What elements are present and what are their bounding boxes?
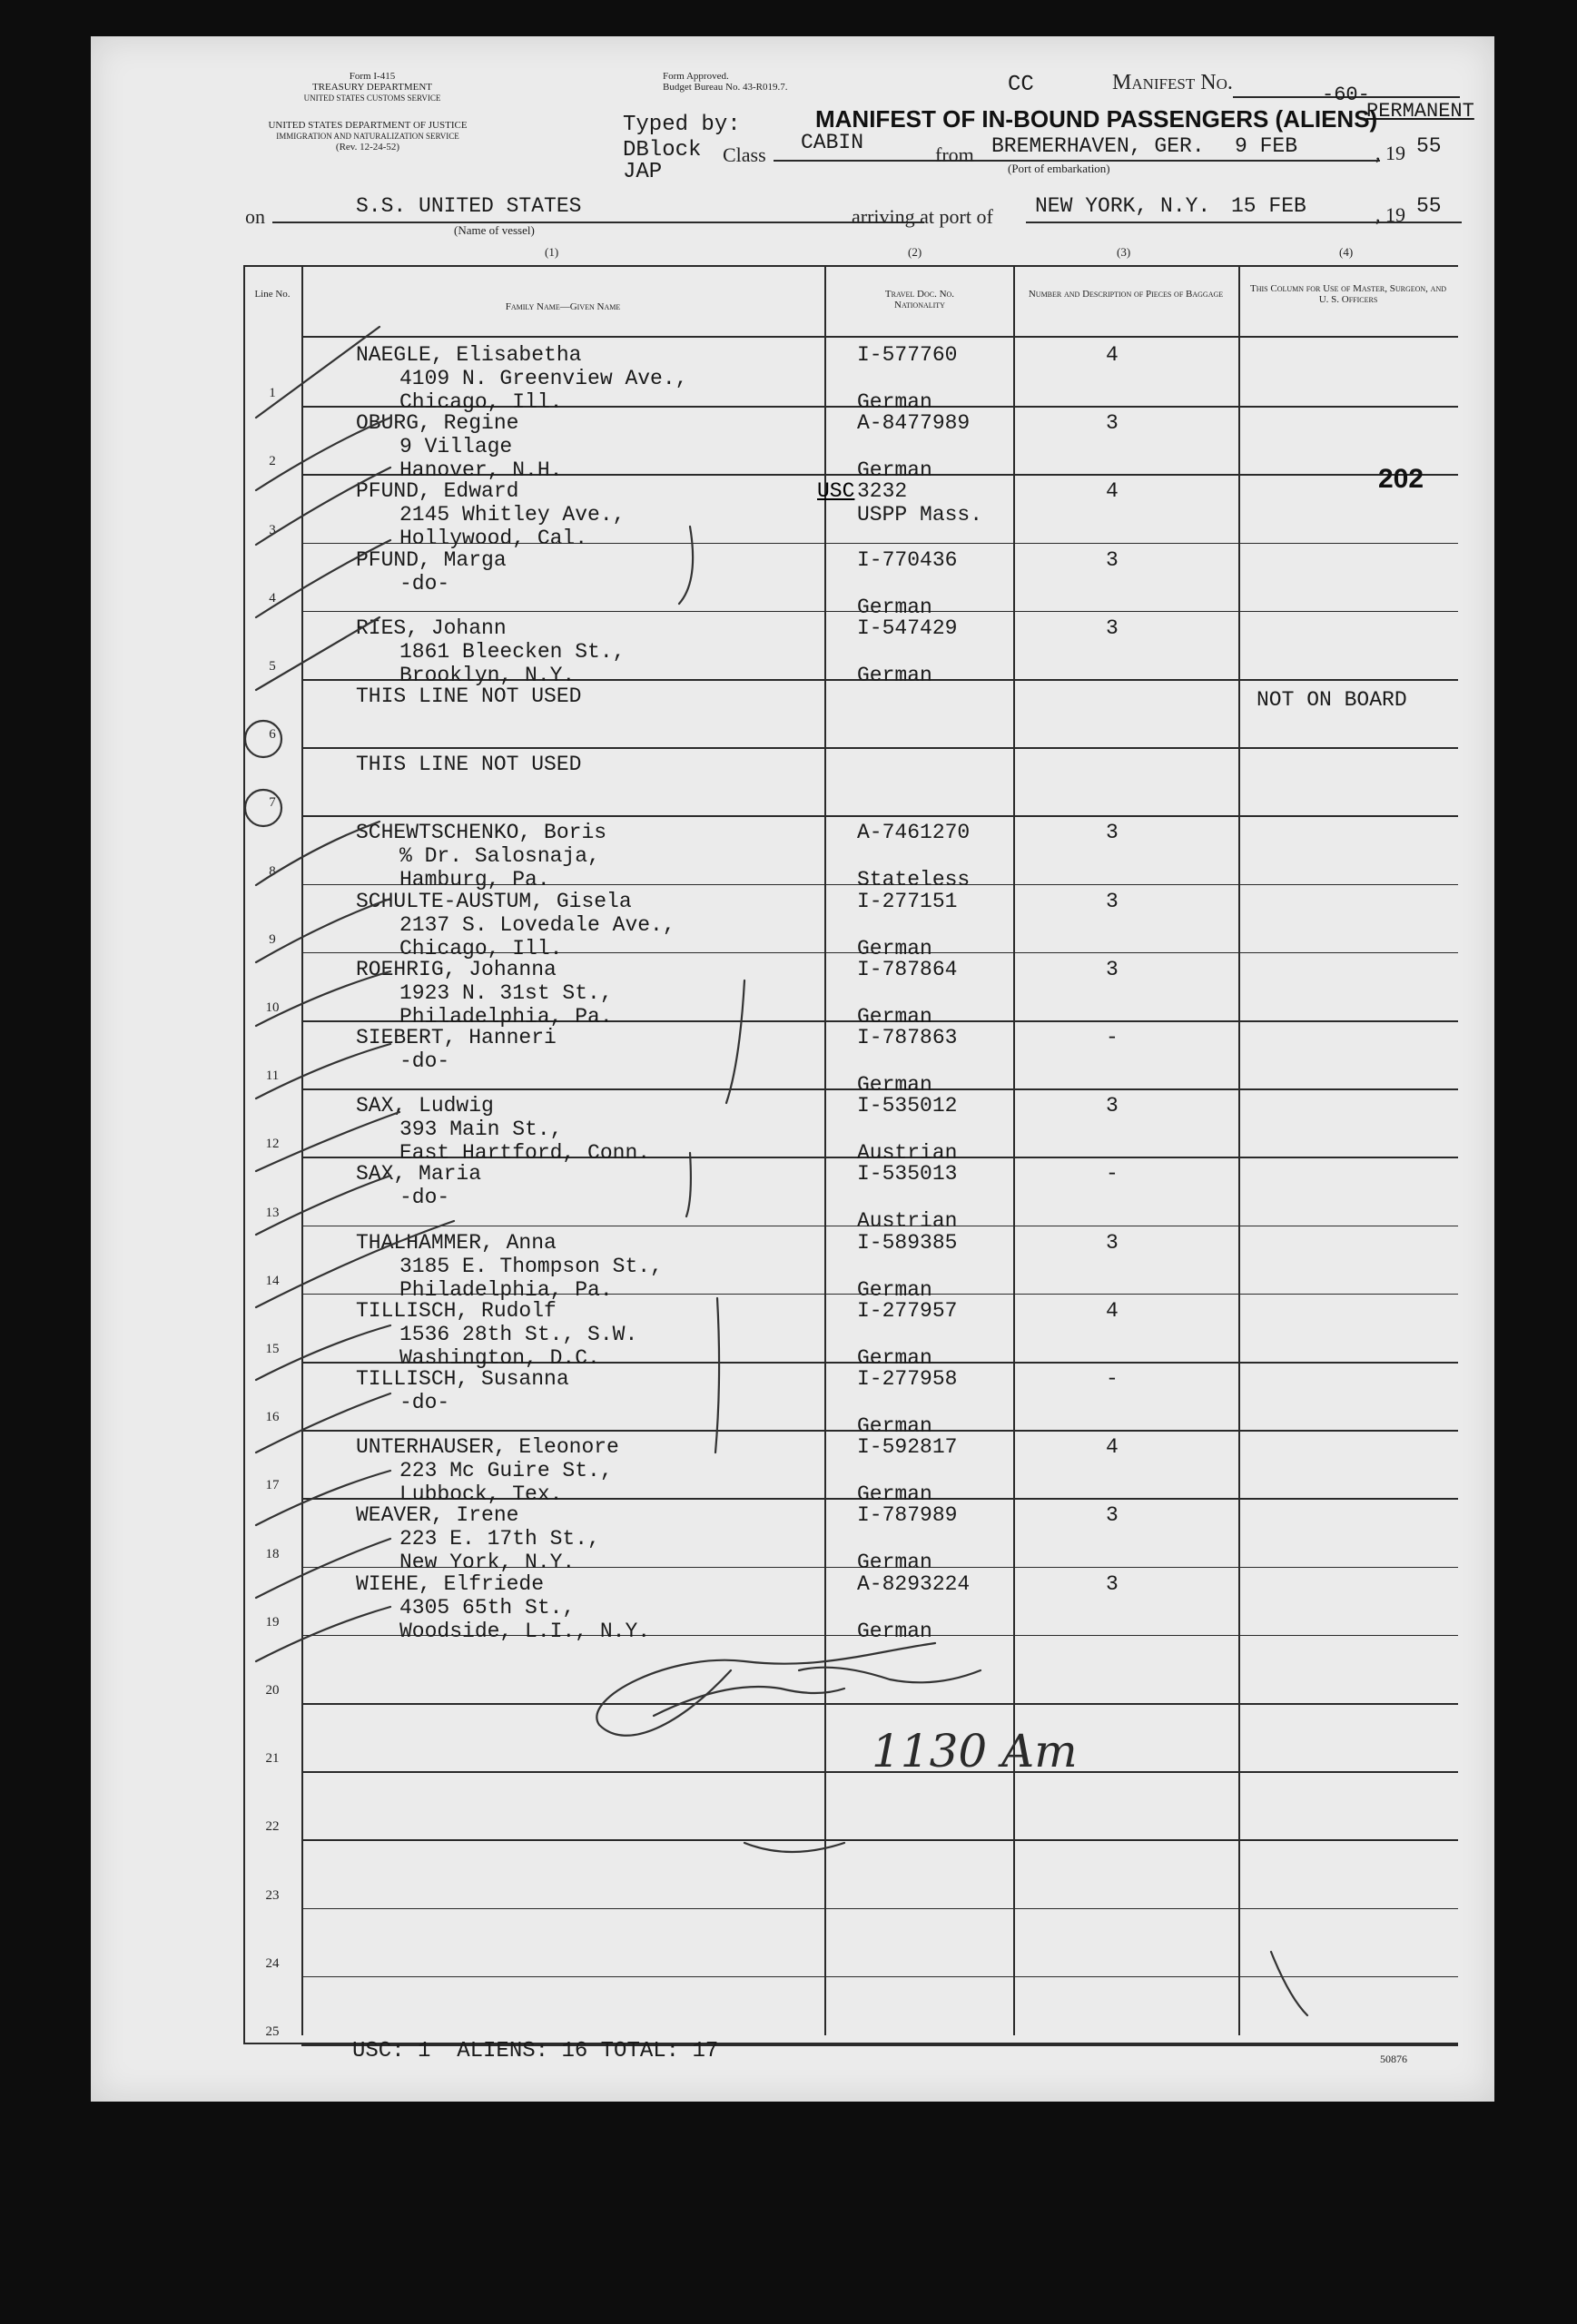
- nationality: German: [857, 1345, 932, 1370]
- address-line-2: Hamburg, Pa.: [399, 868, 550, 892]
- budget-bureau: Budget Bureau No. 43-R019.7.: [663, 82, 788, 93]
- line-number: 3: [269, 522, 276, 537]
- address-line-2: Chicago, Ill.: [399, 936, 563, 960]
- baggage-count: 3: [1106, 547, 1119, 572]
- table-row: [91, 884, 1298, 960]
- nationality: German: [857, 663, 932, 687]
- passenger-name: PFUND, Marga: [356, 547, 507, 572]
- table-row: [91, 747, 1298, 815]
- passenger-name: SAX, Maria: [356, 1162, 482, 1187]
- row-divider: [301, 1703, 1458, 1705]
- table-row: [91, 1430, 1298, 1507]
- travel-doc-number: I-589385: [857, 1230, 958, 1255]
- baggage-count: 3: [1106, 1094, 1119, 1118]
- passenger-name: SCHEWTSCHENKO, Boris: [356, 821, 607, 845]
- row-divider: [301, 1839, 1458, 1841]
- baggage-count: 3: [1106, 1503, 1119, 1528]
- travel-doc-number: I-787863: [857, 1026, 958, 1049]
- table-row: [91, 679, 1407, 747]
- cc-mark: CC: [1008, 73, 1034, 97]
- line-number: 17: [265, 1478, 280, 1493]
- baggage-count: 4: [1106, 343, 1119, 367]
- baggage-count: -: [1106, 1367, 1119, 1391]
- number-202: 202: [1378, 464, 1424, 494]
- port-embark-caption: (Port of embarkation): [1008, 162, 1110, 175]
- travel-doc-number: I-277151: [857, 889, 958, 913]
- port-of-embarkation: BREMERHAVEN, GER.: [991, 134, 1205, 158]
- address-line-1: 4305 65th St.,: [399, 1595, 576, 1620]
- travel-doc-number: I-592817: [857, 1435, 958, 1460]
- nationality: German: [857, 1414, 932, 1438]
- nationality: German: [857, 1551, 932, 1575]
- address-line-1: 2145 Whitley Ave.,: [399, 503, 626, 527]
- address-line-1: 1923 N. 31st St.,: [399, 980, 613, 1005]
- line-number: 7: [269, 795, 276, 811]
- baggage-count: 3: [1106, 411, 1119, 436]
- time-note: 1130 Am: [872, 1725, 1078, 1777]
- address-line-1: -do-: [399, 1391, 450, 1414]
- class-value: CABIN: [801, 131, 864, 154]
- typed-by-2: JAP: [623, 160, 663, 184]
- passenger-name: THIS LINE NOT USED: [356, 684, 582, 708]
- on-label: on: [245, 205, 265, 228]
- passenger-name: WIEHE, Elfriede: [356, 1571, 545, 1596]
- travel-doc-number: I-770436: [857, 547, 958, 572]
- usc-mark: USC: [817, 479, 855, 504]
- table-row: [91, 1020, 1298, 1097]
- line-number: 24: [265, 1955, 280, 1971]
- table-row: [91, 406, 1298, 483]
- arriving-label: arriving at port of: [852, 205, 993, 228]
- baggage-count: 4: [1106, 479, 1119, 504]
- line-number: 22: [265, 1819, 280, 1835]
- travel-doc-number: A-8293224: [857, 1571, 971, 1596]
- immigration-service: IMMIGRATION AND NATURALIZATION SERVICE: [276, 132, 459, 141]
- line-number: 18: [265, 1546, 280, 1561]
- baggage-count: 4: [1106, 1298, 1119, 1323]
- header-baggage: Number and Description of Pieces of Baggage: [1028, 289, 1224, 300]
- permanent-stamp: PERMANENT: [1366, 100, 1474, 123]
- address-line-1: 1861 Bleecken St.,: [399, 639, 626, 664]
- address-line-2: Lubbock, Tex.: [399, 1482, 563, 1507]
- department-justice: UNITED STATES DEPARTMENT OF JUSTICE: [268, 120, 468, 131]
- table-row: [91, 952, 1298, 1029]
- line-number: 21: [265, 1751, 280, 1767]
- col-num-2: (2): [908, 245, 922, 259]
- baggage-count: 3: [1106, 889, 1119, 913]
- baggage-count: 3: [1106, 1571, 1119, 1596]
- line-number: 5: [269, 659, 276, 674]
- header-officers: This Column for Use of Master, Surgeon, and U. S. Officers: [1250, 283, 1446, 305]
- passenger-name: NAEGLE, Elisabetha: [356, 343, 582, 367]
- address-line-1: 223 Mc Guire St.,: [399, 1459, 613, 1483]
- nationality: German: [857, 1619, 932, 1643]
- line-number: 1: [269, 386, 276, 401]
- embark-year-prefix: , 19: [1375, 142, 1405, 164]
- embark-year: 55: [1416, 134, 1442, 158]
- form-approved: Form Approved.: [663, 71, 729, 82]
- officer-remark: NOT ON BOARD: [1257, 688, 1407, 712]
- address-line-2: Chicago, Ill.: [399, 390, 563, 414]
- table-row: [91, 1294, 1298, 1370]
- col-num-4: (4): [1339, 245, 1354, 259]
- line-number: 4: [269, 590, 276, 606]
- passenger-name: RIES, Johann: [356, 615, 507, 640]
- table-row: [91, 1226, 1298, 1302]
- address-line-2: Philadelphia, Pa.: [399, 1004, 613, 1029]
- vessel-name: S.S. UNITED STATES: [356, 194, 582, 218]
- nationality: German: [857, 1073, 932, 1097]
- service: UNITED STATES CUSTOMS SERVICE: [303, 94, 441, 103]
- address-line-1: 3185 E. Thompson St.,: [399, 1254, 663, 1278]
- nationality: German: [857, 595, 932, 619]
- passenger-name: THALHAMMER, Anna: [356, 1230, 557, 1255]
- line-number: 25: [265, 2024, 280, 2039]
- header-doc: Travel Doc. No. Nationality: [884, 289, 955, 310]
- baggage-count: -: [1106, 1162, 1119, 1187]
- line-number: 11: [265, 1068, 280, 1084]
- form-number: Form I-415: [349, 71, 396, 82]
- line-number: 16: [265, 1410, 280, 1425]
- nationality: German: [857, 1004, 932, 1029]
- travel-doc-number: I-535012: [857, 1094, 958, 1118]
- nationality: German: [857, 390, 932, 414]
- line-number: 8: [269, 863, 276, 879]
- nationality: Austrian: [857, 1141, 958, 1166]
- address-line-1: 1536 28th St., S.W.: [399, 1322, 638, 1346]
- travel-doc-number: I-277957: [857, 1298, 958, 1323]
- passenger-name: OBURG, Regine: [356, 411, 519, 436]
- address-line-1: 9 Village: [399, 435, 513, 459]
- table-row: [91, 543, 1298, 619]
- address-line-1: % Dr. Salosnaja,: [399, 844, 600, 869]
- line-number: 13: [265, 1205, 280, 1220]
- table-row: [91, 611, 1298, 687]
- class-label: Class: [723, 143, 766, 166]
- passenger-name: SIEBERT, Hanneri: [356, 1026, 557, 1049]
- baggage-count: 4: [1106, 1435, 1119, 1460]
- table-row: [91, 1088, 1298, 1166]
- manifest-title: MANIFEST OF IN-BOUND PASSENGERS (ALIENS): [815, 105, 1378, 133]
- row-divider: [301, 1908, 1458, 1910]
- travel-doc-number: 3232: [857, 479, 908, 504]
- line-number: 2: [269, 454, 276, 469]
- arrival-date: 15 FEB: [1231, 194, 1306, 218]
- address-line-2: Brooklyn, N.Y.: [399, 663, 576, 687]
- travel-doc-number: I-577760: [857, 343, 958, 367]
- address-line-2: Hanover, N.H.: [399, 458, 563, 483]
- passenger-name: PFUND, Edward: [356, 479, 519, 504]
- line-number: 15: [265, 1342, 280, 1356]
- nationality: Austrian: [857, 1209, 958, 1234]
- revision: (Rev. 12-24-52): [335, 142, 400, 153]
- from-label: from: [935, 143, 974, 166]
- manifest-number: -60-: [1322, 84, 1370, 106]
- line-number: 14: [265, 1273, 280, 1288]
- line-number: 12: [265, 1137, 280, 1152]
- typed-by-1: DBlock: [623, 138, 702, 162]
- passenger-name: UNTERHAUSER, Eleonore: [356, 1435, 619, 1460]
- header-name: Family Name—Given Name: [505, 301, 621, 312]
- baggage-count: 3: [1106, 615, 1119, 640]
- travel-doc-number: I-787989: [857, 1503, 958, 1528]
- passenger-name: SAX, Ludwig: [356, 1094, 494, 1118]
- line-number: 6: [269, 727, 276, 743]
- address-line-1: -do-: [399, 1186, 450, 1210]
- line-number: 23: [265, 1887, 280, 1903]
- line-number: 20: [265, 1683, 280, 1698]
- travel-doc-number: I-535013: [857, 1162, 958, 1187]
- col-num-3: (3): [1117, 245, 1131, 259]
- totals-line: USC: 1 ALIENS: 16 TOTAL: 17: [352, 2039, 719, 2063]
- passenger-name: TILLISCH, Susanna: [356, 1367, 569, 1391]
- line-number: 9: [269, 931, 276, 947]
- table-row: [91, 338, 1298, 414]
- address-line-1: -do-: [399, 571, 450, 596]
- passenger-name: THIS LINE NOT USED: [356, 753, 582, 777]
- table-row: [91, 1157, 1298, 1234]
- travel-doc-number: I-787864: [857, 957, 958, 981]
- nationality: German: [857, 458, 932, 483]
- nationality: German: [857, 1277, 932, 1302]
- address-line-2: Philadelphia, Pa.: [399, 1277, 613, 1302]
- nationality: USPP Mass.: [857, 503, 983, 527]
- travel-doc-number: A-8477989: [857, 411, 971, 436]
- address-line-1: 2137 S. Lovedale Ave.,: [399, 912, 675, 937]
- travel-doc-number: A-7461270: [857, 821, 971, 845]
- travel-doc-number: I-277958: [857, 1367, 958, 1391]
- nationality: German: [857, 1482, 932, 1507]
- table-row: [91, 1567, 1298, 1643]
- address-line-2: Hollywood, Cal.: [399, 527, 588, 551]
- address-line-2: New York, N.Y.: [399, 1551, 576, 1575]
- baggage-count: 3: [1106, 821, 1119, 845]
- col-num-1: (1): [545, 245, 559, 259]
- line-number: 10: [265, 1000, 280, 1015]
- travel-doc-number: I-547429: [857, 615, 958, 640]
- baggage-count: 3: [1106, 1230, 1119, 1255]
- address-line-1: 393 Main St.,: [399, 1118, 563, 1142]
- address-line-2: Woodside, L.I., N.Y.: [399, 1619, 651, 1643]
- address-line-2: Washington, D.C.: [399, 1345, 600, 1370]
- arrival-port: NEW YORK, N.Y.: [1035, 194, 1211, 218]
- table-row: [91, 815, 1298, 892]
- address-line-1: -do-: [399, 1049, 450, 1073]
- passenger-name: SCHULTE-AUSTUM, Gisela: [356, 889, 632, 913]
- passenger-name: WEAVER, Irene: [356, 1503, 519, 1528]
- table-row: [91, 1362, 1298, 1438]
- nationality: Stateless: [857, 868, 971, 892]
- department: TREASURY DEPARTMENT: [311, 82, 433, 93]
- nationality: German: [857, 936, 932, 960]
- passenger-name: ROEHRIG, Johanna: [356, 957, 557, 981]
- row-divider: [301, 1976, 1458, 1978]
- address-line-1: 223 E. 17th St.,: [399, 1527, 600, 1551]
- table-row: [91, 474, 1298, 551]
- address-line-2: East Hartford, Conn.: [399, 1141, 651, 1166]
- arrival-year-prefix: , 19: [1375, 203, 1405, 226]
- vessel-caption: (Name of vessel): [454, 223, 535, 237]
- footer-code: 50876: [1380, 2053, 1407, 2065]
- typed-by-label: Typed by:: [623, 113, 741, 137]
- passenger-table: [243, 265, 1458, 2044]
- baggage-count: -: [1106, 1026, 1119, 1049]
- passenger-name: TILLISCH, Rudolf: [356, 1298, 557, 1323]
- embark-date: 9 FEB: [1235, 134, 1298, 158]
- address-line-1: 4109 N. Greenview Ave.,: [399, 367, 688, 390]
- line-number: 19: [265, 1614, 280, 1630]
- table-row: [91, 1498, 1298, 1575]
- arrival-year: 55: [1416, 194, 1442, 218]
- header-line-no: Line No.: [254, 289, 291, 300]
- baggage-count: 3: [1106, 957, 1119, 981]
- manifest-label: Manifest No.: [1112, 71, 1233, 94]
- manifest-sheet: [91, 36, 1494, 2102]
